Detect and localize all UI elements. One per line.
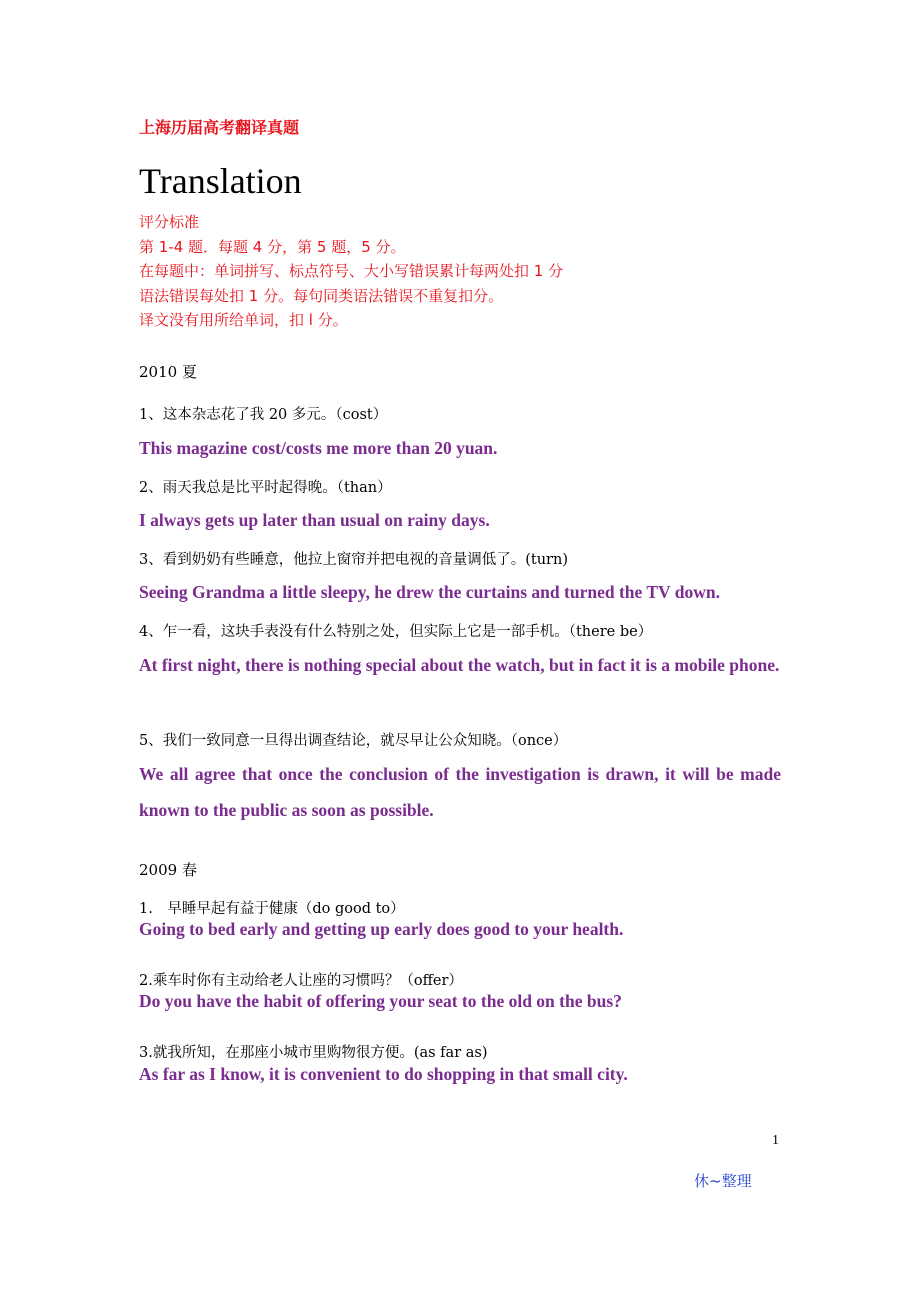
criteria-line: 译文没有用所给单词，扣 l 分。 [139,311,348,329]
answer-text: At first night, there is nothing special about the watch, but in fact it is a mobile phone. [139,655,780,675]
answer-text: As far as I know, it is convenient to do shopping in that small city. [139,1064,628,1084]
page-number: 1 [772,1133,779,1148]
question-text: 3、看到奶奶有些睡意，他拉上窗帘并把电视的音量调低了。(turn) [139,552,568,568]
answer-text: Going to bed early and getting up early does good to your health. [139,919,624,939]
question-text: 3.就我所知，在那座小城市里购物很方便。(as far as) [139,1045,488,1061]
criteria-line: 第 1-4 题．每题 4 分，第 5 题，5 分。 [139,237,406,256]
answer-text: Do you have the habit of offering your seat to the old on the bus? [139,991,622,1011]
question-text: 1、这本杂志花了我 20 多元。（cost） [139,407,388,423]
answer-text: I always gets up later than usual on rainy days. [139,510,490,530]
answer-text: Seeing Grandma a little sleepy, he drew the curtains and turned the TV down. [139,582,720,602]
page-heading: 上海历届高考翻译真题 [139,118,300,137]
criteria-line: 评分标准 [139,213,200,231]
question-text: 4、乍一看，这块手表没有什么特别之处，但实际上它是一部手机。（there be） [139,624,653,640]
criteria-line: 语法错误每处扣 1 分。每句同类语法错误不重复扣分。 [139,286,504,305]
question-text: 1. 早睡早起有益于健康（do good to） [139,901,405,917]
scoring-criteria [139,210,563,333]
question-text: 2、雨天我总是比平时起得晚。（than） [139,480,392,496]
answer-text: We all agree that once the conclusion of the investigation is drawn, it will be made known to the public as soon as possible. [139,764,781,820]
question-text: 2.乘车时你有主动给老人让座的习惯吗？（offer） [139,973,463,989]
criteria-line: 在每题中：单词拼写、标点符号、大小写错误累计每两处扣 1 分 [139,262,564,280]
footer-credit: 休~整理 [694,1172,752,1190]
question-text: 5、我们一致同意一旦得出调查结论，就尽早让公众知晓。（once） [139,733,568,749]
document-title: Translation [139,161,302,201]
section-label-2010-summer: 2010 夏 [139,363,197,381]
section-label-2009-spring: 2009 春 [139,861,197,879]
answer-text: This magazine cost/costs me more than 20 yuan. [139,438,498,458]
